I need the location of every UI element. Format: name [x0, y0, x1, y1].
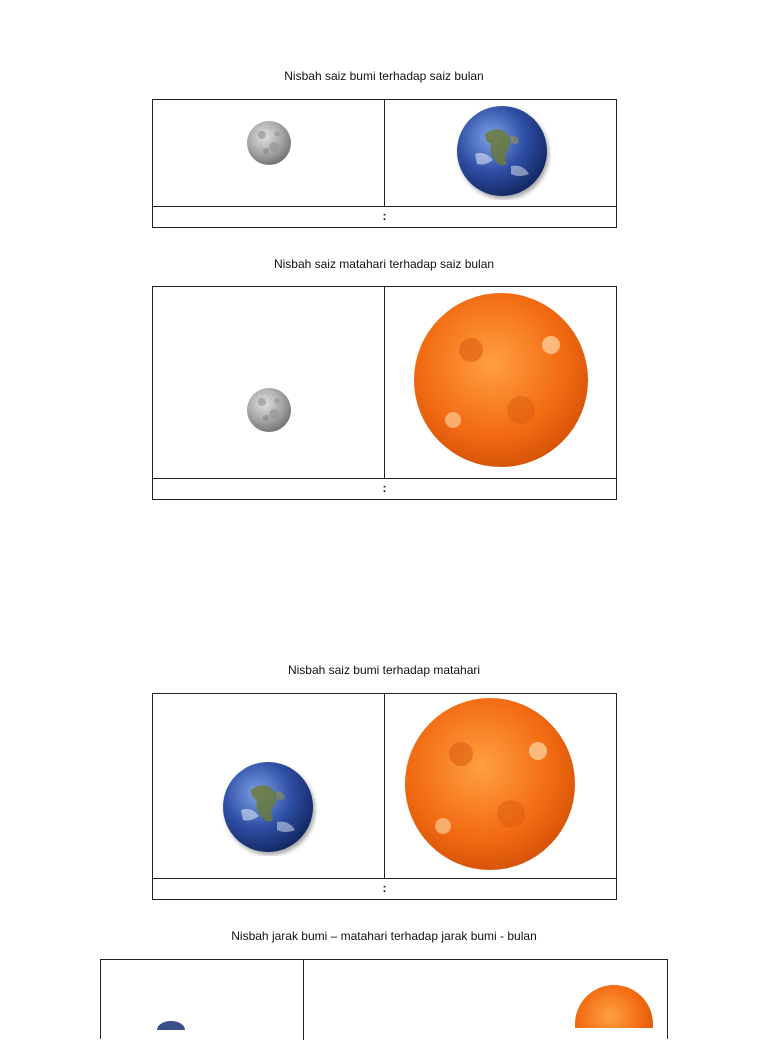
sun-icon: [411, 290, 591, 470]
earth-icon: [156, 1020, 186, 1030]
caption-earth-sun-size: Nisbah saiz bumi terhadap matahari: [287, 663, 481, 677]
earth-icon: [221, 760, 317, 856]
ratio-table-earth-moon: [152, 99, 617, 228]
ratio-row: :: [153, 878, 616, 899]
table-divider: [303, 960, 304, 1040]
ratio-row: :: [153, 478, 616, 499]
table-divider: [384, 287, 385, 479]
ratio-table-sun-moon: [152, 286, 617, 500]
ratio-table-earth-sun: [152, 693, 617, 900]
sun-icon: [574, 984, 654, 1028]
table-divider: [384, 100, 385, 207]
caption-distance-ratio: Nisbah jarak bumi – matahari terhadap jarak bumi - bulan: [231, 929, 537, 943]
table-divider: [384, 694, 385, 879]
ratio-row: :: [153, 206, 616, 227]
caption-sun-moon-size: Nisbah saiz matahari terhadap saiz bulan: [273, 257, 495, 271]
moon-icon: [246, 387, 292, 433]
sun-icon: [403, 696, 577, 872]
earth-icon: [455, 104, 551, 200]
caption-earth-moon-size: Nisbah saiz bumi terhadap saiz bulan: [284, 69, 484, 83]
moon-icon: [246, 120, 292, 166]
ratio-table-distance: [100, 959, 668, 1039]
